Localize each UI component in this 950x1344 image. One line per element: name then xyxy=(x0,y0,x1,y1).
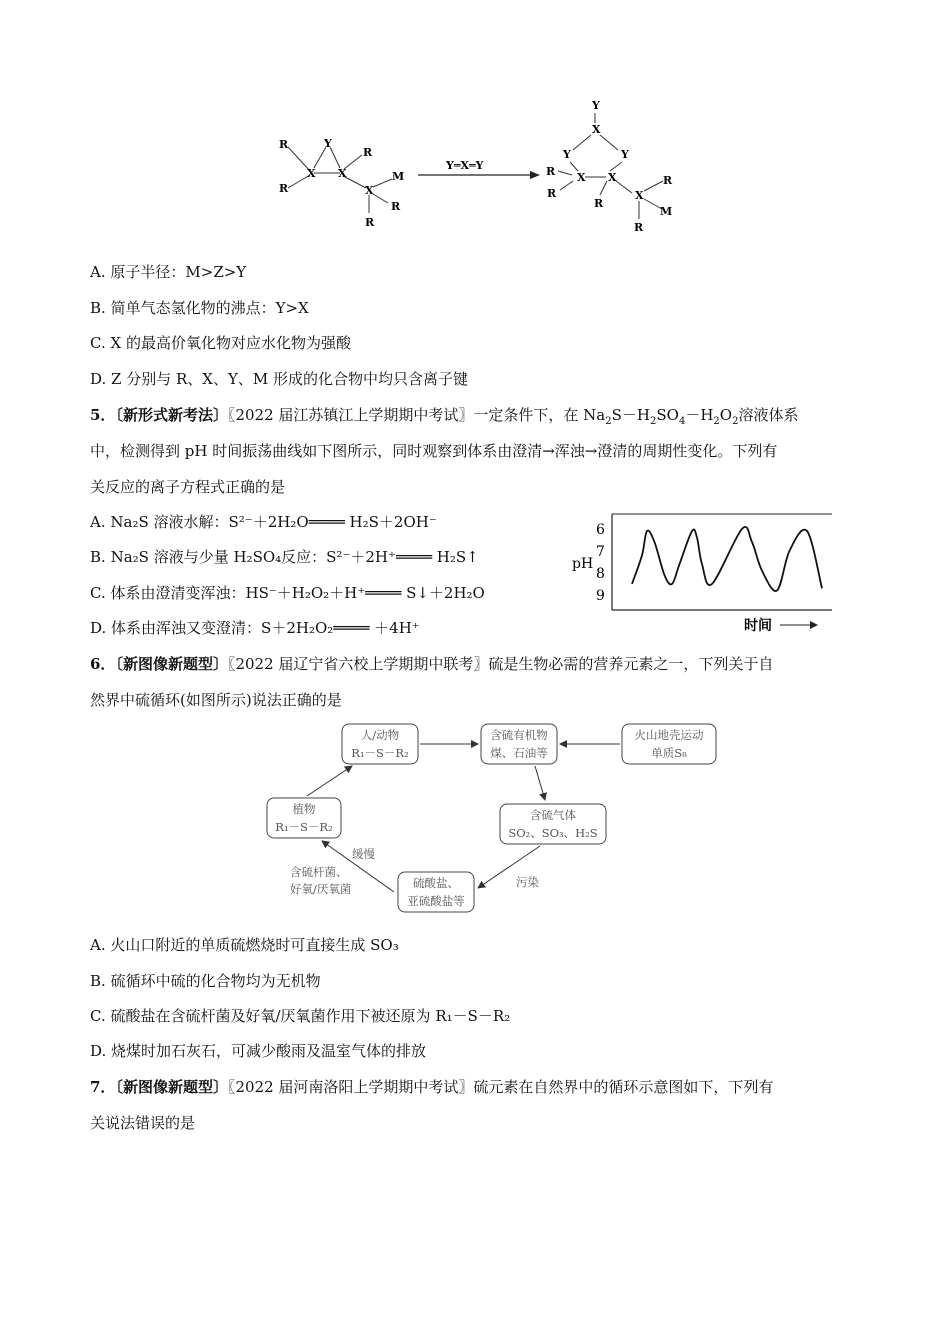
sulfate-label: 硫酸盐、 xyxy=(413,876,459,890)
q5-option-a[interactable] xyxy=(90,512,437,532)
atom-x: X xyxy=(577,171,586,184)
atom-x: X xyxy=(365,184,374,197)
q6-stem-line2: 然界中硫循环(如图所示)说法正确的是 xyxy=(90,691,342,709)
arrow-plant-to-human xyxy=(307,766,352,796)
y-tick-label: 8 xyxy=(596,565,605,582)
gas-formulas: SO₂、SO₃、H₂S xyxy=(508,826,598,840)
plant-formula: R₁－S－R₂ xyxy=(275,820,333,834)
option-letter: A. xyxy=(90,513,106,531)
human-label: 人/动物 xyxy=(360,728,400,742)
q5-option-c[interactable] xyxy=(90,583,485,603)
gas-label: 含硫气体 xyxy=(530,808,576,822)
atom-r: R xyxy=(279,182,289,195)
atom-r: R xyxy=(279,138,289,151)
option-text: 体系由澄清变浑浊：HS⁻＋H₂O₂＋H⁺════ S↓＋2H₂O xyxy=(110,584,485,602)
y-tick-label: 6 xyxy=(596,521,605,538)
atom-r: R xyxy=(663,174,673,187)
product-structure xyxy=(558,113,663,219)
option-text: Na₂S 溶液水解：S²⁻＋2H₂O════ H₂S＋2OH⁻ xyxy=(110,513,437,531)
q6-option-d[interactable] xyxy=(90,1041,426,1061)
q5-stem-line1: 5．〔新形式新考法〕〖2022 届江苏镇江上学期期中考试〗一定条件下，在 $Na_2S-H_2SO_4-H_2O_2$溶液体系 xyxy=(90,406,799,427)
y-ticks xyxy=(596,522,605,604)
question-source: 〖2022 届河南洛阳上学期期中考试〗 xyxy=(227,1078,474,1096)
option-text: Z 分别与 R、X、Y、M 形成的化合物中均只含离子键 xyxy=(111,370,469,388)
atom-x: X xyxy=(592,123,601,136)
q6-option-b[interactable] xyxy=(90,971,321,991)
stem-text: 溶液体系 xyxy=(738,406,799,424)
atom-x: X xyxy=(338,167,347,180)
human-formula: R₁－S－R₂ xyxy=(351,746,409,760)
option-text: 简单气态氢化物的沸点：Y>X xyxy=(110,299,309,317)
y-axis-label: pH xyxy=(572,556,594,572)
stem-text: 硫元素在自然界中的循环示意图如下，下列有 xyxy=(473,1078,774,1096)
q7-stem-line2: 关说法错误的是 xyxy=(90,1114,196,1132)
q5-option-b[interactable] xyxy=(90,547,479,567)
stem-text: 一定条件下，在 Na xyxy=(473,406,606,424)
sulfite-label: 亚硫酸盐等 xyxy=(407,894,465,908)
question-number: 5． xyxy=(90,406,116,424)
option-text: 硫酸盐在含硫杆菌及好氧/厌氧菌作用下被还原为 R₁－S－R₂ xyxy=(110,1007,511,1025)
bacteria-label: 含硫杆菌、 xyxy=(290,865,348,879)
option-text: 硫循环中硫的化合物均为无机物 xyxy=(110,972,321,990)
q7-stem-line1 xyxy=(90,1077,773,1097)
question-number: 6． xyxy=(90,655,116,673)
atom-r: R xyxy=(634,221,644,234)
organic-label: 含硫有机物 xyxy=(490,728,548,742)
option-letter: B. xyxy=(90,972,106,990)
ph-curve xyxy=(632,527,822,591)
y-tick-label: 7 xyxy=(596,543,605,560)
q5-stem-line3: 关反应的离子方程式正确的是 xyxy=(90,478,286,496)
reaction-scheme xyxy=(270,95,690,240)
atom-r: R xyxy=(363,146,373,159)
atom-r: R xyxy=(547,187,557,200)
arrow-organic-to-gas xyxy=(535,766,545,800)
question-number: 7． xyxy=(90,1078,116,1096)
option-letter: C. xyxy=(90,1007,106,1025)
volcano-sulfur: 单质S₈ xyxy=(651,746,687,760)
organic-examples: 煤、石油等 xyxy=(490,746,548,760)
question-tag: 〔新图像新题型〕 xyxy=(115,655,228,673)
plant-label: 植物 xyxy=(292,802,316,816)
q4-option-c[interactable] xyxy=(90,333,351,353)
atom-r: R xyxy=(546,165,556,178)
slow-label: 缓慢 xyxy=(352,847,375,861)
atom-m: M xyxy=(660,205,673,218)
atom-r: R xyxy=(594,197,604,210)
atom-y: Y xyxy=(563,148,571,161)
q6-stem-line1 xyxy=(90,654,773,674)
question-source: 〖2022 届辽宁省六校上学期期中联考〗 xyxy=(227,655,489,673)
q6-option-a[interactable] xyxy=(90,935,399,955)
question-tag: 〔新形式新考法〕 xyxy=(115,406,228,424)
atom-r: R xyxy=(391,200,401,213)
atom-m: M xyxy=(392,170,405,183)
atom-x: X xyxy=(608,171,617,184)
q4-option-d[interactable] xyxy=(90,369,468,389)
atom-y: Y xyxy=(592,99,600,112)
bacteria-label: 好氧/厌氧菌 xyxy=(290,882,352,896)
q4-option-a[interactable] xyxy=(90,262,246,282)
sulfur-cycle-diagram xyxy=(260,718,730,918)
time-arrow-head xyxy=(810,621,818,629)
option-letter: A. xyxy=(90,263,106,281)
y-tick-label: 9 xyxy=(596,587,605,604)
q6-option-c[interactable] xyxy=(90,1006,510,1026)
arrow-head xyxy=(530,171,540,179)
option-letter: D. xyxy=(90,1042,107,1060)
atom-x: X xyxy=(307,167,316,180)
option-letter: D. xyxy=(90,370,107,388)
option-text: 火山口附近的单质硫燃烧时可直接生成 SO₃ xyxy=(110,936,399,954)
q4-option-b[interactable] xyxy=(90,298,309,318)
option-letter: A. xyxy=(90,936,106,954)
atom-r: R xyxy=(365,216,375,229)
option-text: 烧煤时加石灰石，可减少酸雨及温室气体的排放 xyxy=(111,1042,427,1060)
q5-stem-line2: 中，检测得到 pH 时间振荡曲线如下图所示，同时观察到体系由澄清→浑浊→澄清的周期性变化。下列有 xyxy=(90,442,778,460)
pollution-label: 污染 xyxy=(516,875,539,889)
option-text: 原子半径：M>Z>Y xyxy=(110,263,247,281)
option-letter: C. xyxy=(90,334,106,352)
question-tag: 〔新图像新题型〕 xyxy=(115,1078,228,1096)
ph-oscillation-chart xyxy=(566,506,840,636)
option-letter: B. xyxy=(90,548,106,566)
question-source: 〖2022 届江苏镇江上学期期中考试〗 xyxy=(227,406,474,424)
option-letter: D. xyxy=(90,619,107,637)
reagent-label: Y═X═Y xyxy=(446,159,484,172)
volcano-label: 火山地壳运动 xyxy=(634,728,704,742)
atom-y: Y xyxy=(324,137,332,150)
atom-x: X xyxy=(635,189,644,202)
option-text: X 的最高价氧化物对应水化物为强酸 xyxy=(110,334,351,352)
option-letter: C. xyxy=(90,584,106,602)
reactant-structure xyxy=(288,147,392,213)
stem-text: 硫是生物必需的营养元素之一，下列关于自 xyxy=(488,655,774,673)
option-text: Na₂S 溶液与少量 H₂SO₄反应：S²⁻＋2H⁺════ H₂S↑ xyxy=(110,548,479,566)
option-text: 体系由浑浊又变澄清：S＋2H₂O₂════ ＋4H⁺ xyxy=(111,619,420,637)
q5-option-d[interactable] xyxy=(90,618,420,638)
atom-y: Y xyxy=(621,148,629,161)
option-letter: B. xyxy=(90,299,106,317)
x-axis-label: 时间 xyxy=(744,618,772,634)
